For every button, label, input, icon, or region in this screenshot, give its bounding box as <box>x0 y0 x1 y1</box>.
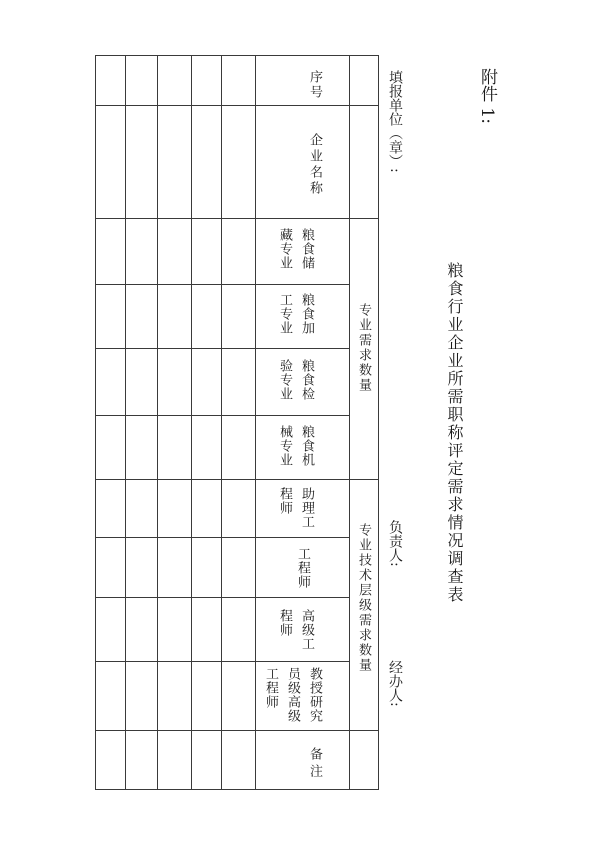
header-level-assistant <box>275 487 316 529</box>
header-level-engineer <box>293 547 312 589</box>
header-major-processing <box>275 293 316 335</box>
divider-levels-remark <box>95 730 379 731</box>
survey-table <box>95 55 379 790</box>
divider-level-1-2 <box>95 537 349 538</box>
level-engineer-line-1: 工程师 <box>295 547 310 589</box>
level-professor-line-2: 员级高级 <box>285 667 300 723</box>
major-storage-line-1: 粮食储 <box>299 228 314 270</box>
row-line-1 <box>125 55 126 790</box>
level-senior-line-1: 高级工 <box>299 609 314 651</box>
divider-level-2-3 <box>95 597 349 598</box>
header-level-professor <box>261 667 324 723</box>
header-level-group: 专业技术层级需求数量 <box>356 523 371 673</box>
header-major-inspection <box>275 359 316 401</box>
row-line-2 <box>157 55 158 790</box>
header-company: 企业名称 <box>307 133 322 197</box>
fill-unit-label: 填报单位（章）: <box>387 70 403 173</box>
divider-seq-company <box>95 105 379 106</box>
table-border-bottom <box>95 789 379 790</box>
major-machinery-line-2: 械专业 <box>277 425 292 467</box>
divider-majors-levels <box>95 479 379 480</box>
header-major-storage <box>275 228 316 270</box>
major-processing-line-2: 工专业 <box>277 293 292 335</box>
responsible-label: 负责人: <box>387 520 403 567</box>
divider-level-3-4 <box>95 661 349 662</box>
page-title: 粮食行业企业所需职称评定需求情况调查表 <box>445 262 464 604</box>
level-professor-line-1: 教授研究 <box>307 667 322 723</box>
divider-major-3-4 <box>95 415 349 416</box>
handler-label: 经办人: <box>387 660 403 707</box>
major-inspection-line-1: 粮食检 <box>299 359 314 401</box>
row-line-3 <box>191 55 192 790</box>
table-border-left <box>95 55 96 790</box>
header-major-machinery <box>275 425 316 467</box>
divider-major-2-3 <box>95 348 349 349</box>
divider-company-majors <box>95 218 379 219</box>
level-professor-line-3: 工程师 <box>263 667 278 709</box>
header-major-group: 专业需求数量 <box>356 303 371 393</box>
header-remark: 备注 <box>307 747 322 781</box>
major-storage-line-2: 藏专业 <box>277 228 292 270</box>
row-line-5 <box>255 55 256 790</box>
table-border-top <box>95 55 379 56</box>
level-assistant-line-1: 助理工 <box>299 487 314 529</box>
major-machinery-line-1: 粮食机 <box>299 425 314 467</box>
major-inspection-line-2: 验专业 <box>277 359 292 401</box>
table-border-right <box>378 55 379 790</box>
major-processing-line-1: 粮食加 <box>299 293 314 335</box>
row-line-4 <box>221 55 222 790</box>
attachment-label: 附件 1: <box>477 68 497 124</box>
divider-major-1-2 <box>95 284 349 285</box>
header-group-line <box>349 218 350 730</box>
header-level-senior <box>275 609 316 651</box>
level-assistant-line-2: 程师 <box>277 487 292 515</box>
header-seq: 序号 <box>307 70 322 100</box>
level-senior-line-2: 程师 <box>277 609 292 637</box>
